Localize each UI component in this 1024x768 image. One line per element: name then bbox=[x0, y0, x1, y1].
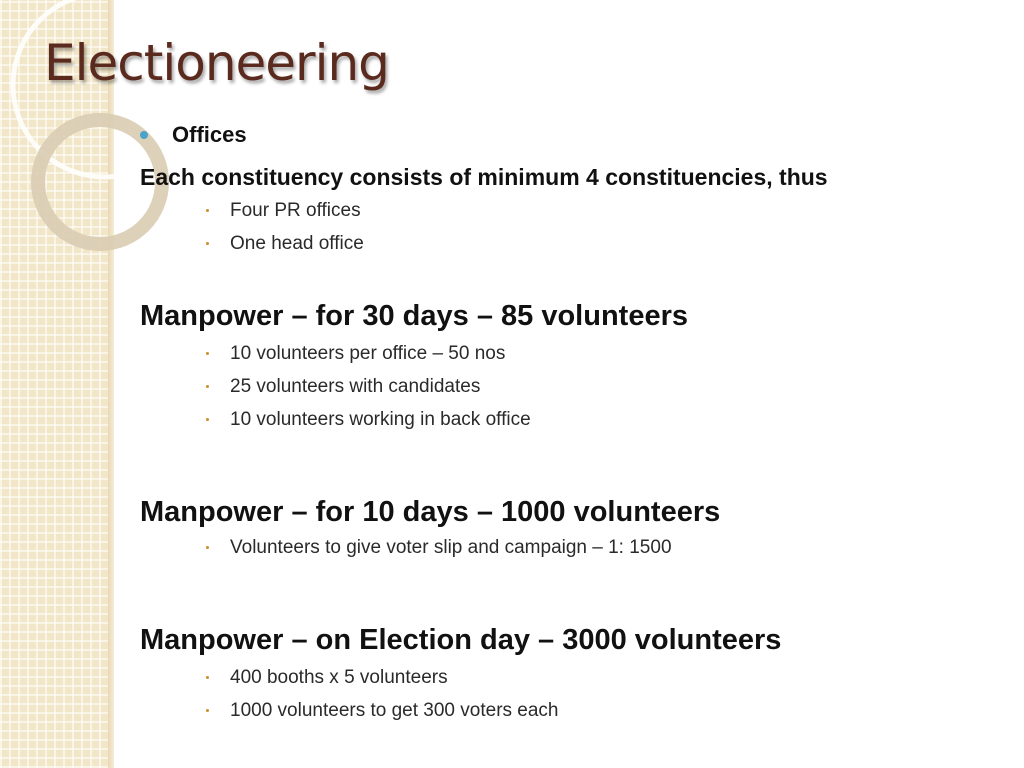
list-item: 25 volunteers with candidates bbox=[202, 370, 1010, 403]
office-list bbox=[140, 194, 1010, 260]
list-item: One head office bbox=[202, 227, 1010, 260]
list-item: Volunteers to give voter slip and campaign – 1: 1500 bbox=[202, 531, 1010, 564]
slide-title: Electioneering bbox=[44, 34, 389, 92]
intro-text: Each constituency consists of minimum 4 constituencies, thus bbox=[140, 164, 828, 190]
section-election-day-list bbox=[140, 661, 1010, 727]
section-10-days-list bbox=[140, 531, 1010, 564]
list-item: 10 volunteers per office – 50 nos bbox=[202, 337, 1010, 370]
list-item: Four PR offices bbox=[202, 194, 1010, 227]
offices-label: Offices bbox=[172, 122, 247, 147]
section-heading-election-day: Manpower – on Election day – 3000 volunteers bbox=[140, 624, 782, 656]
offices-bullet bbox=[140, 118, 1010, 152]
list-item: 400 booths x 5 volunteers bbox=[202, 661, 1010, 694]
section-heading-30-days: Manpower – for 30 days – 85 volunteers bbox=[140, 300, 688, 332]
list-item: 10 volunteers working in back office bbox=[202, 403, 1010, 436]
slide-content bbox=[140, 118, 1010, 727]
section-30-days-list bbox=[140, 337, 1010, 436]
section-heading-10-days: Manpower – for 10 days – 1000 volunteers bbox=[140, 496, 721, 528]
list-item: 1000 volunteers to get 300 voters each bbox=[202, 694, 1010, 727]
bullet-dot-icon bbox=[140, 131, 148, 139]
